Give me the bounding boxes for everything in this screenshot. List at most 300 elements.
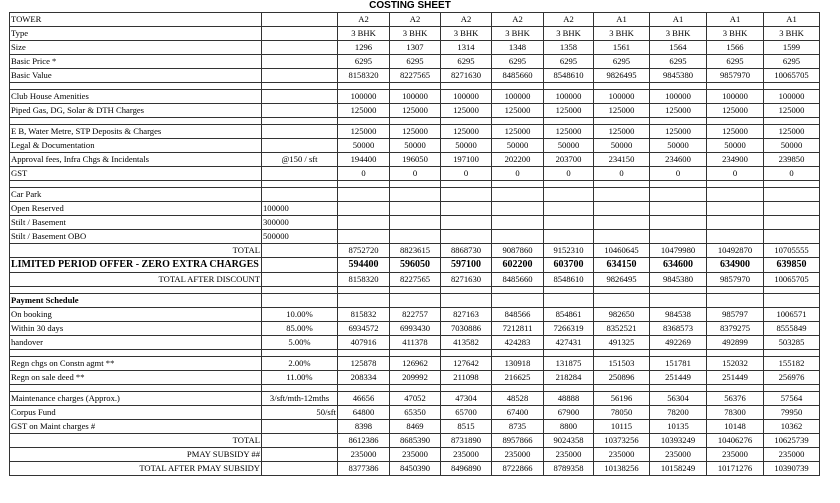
empty-cell <box>10 287 262 294</box>
row-within-30 <box>10 322 820 336</box>
regn-constn-value: 126962 <box>390 357 441 371</box>
maintenance-value: 56196 <box>594 392 650 406</box>
approval-label: Approval fees, Infra Chgs & Incidentals <box>10 153 262 167</box>
row-gst <box>10 167 820 181</box>
row-piped-gas <box>10 104 820 118</box>
regn-sale-note: 11.00% <box>262 371 338 385</box>
empty-cell <box>338 118 390 125</box>
empty-cell <box>594 118 650 125</box>
club-house-value: 100000 <box>650 90 707 104</box>
handover-value: 491325 <box>594 336 650 350</box>
empty-cell <box>10 118 262 125</box>
legal-value: 50000 <box>390 139 441 153</box>
empty-cell <box>492 350 544 357</box>
spacer-row <box>10 181 820 188</box>
gst-maint-value: 10362 <box>764 420 820 434</box>
pmay-value: 235000 <box>764 448 820 462</box>
empty-cell <box>338 287 390 294</box>
empty-cell <box>707 287 764 294</box>
stilt-obo-label: Stilt / Basement OBO <box>10 230 262 244</box>
legal-value: 50000 <box>650 139 707 153</box>
total-value: 10460645 <box>594 244 650 258</box>
maintenance-value: 56376 <box>707 392 764 406</box>
empty-cell <box>492 202 544 216</box>
handover-value: 492269 <box>650 336 707 350</box>
pmay-label: PMAY SUBSIDY ## <box>10 448 262 462</box>
basic-value-value: 8271630 <box>441 69 492 83</box>
gst-value: 0 <box>650 167 707 181</box>
total-after-discount-value: 8271630 <box>441 273 492 287</box>
piped-gas-value: 125000 <box>707 104 764 118</box>
club-house-value: 100000 <box>441 90 492 104</box>
basic-value-value: 8227565 <box>390 69 441 83</box>
empty-cell <box>262 273 338 287</box>
approval-value: 234150 <box>594 153 650 167</box>
empty-cell <box>338 216 390 230</box>
corpus-value: 65700 <box>441 406 492 420</box>
size-value: 1296 <box>338 41 390 55</box>
tower-value: A1 <box>594 13 650 27</box>
regn-sale-value: 251449 <box>707 371 764 385</box>
gst-value: 0 <box>764 167 820 181</box>
tower-value: A1 <box>650 13 707 27</box>
empty-cell <box>390 350 441 357</box>
basic-price-value: 6295 <box>441 55 492 69</box>
empty-cell <box>594 202 650 216</box>
empty-cell <box>650 188 707 202</box>
spacer-row <box>10 118 820 125</box>
within-30-value: 8368573 <box>650 322 707 336</box>
empty-cell <box>262 244 338 258</box>
empty-cell <box>441 216 492 230</box>
handover-value: 411378 <box>390 336 441 350</box>
eb-water-value: 125000 <box>707 125 764 139</box>
type-value: 3 BHK <box>707 27 764 41</box>
empty-cell <box>262 90 338 104</box>
empty-cell <box>764 350 820 357</box>
empty-cell <box>441 118 492 125</box>
empty-cell <box>262 350 338 357</box>
offer-value: 602200 <box>492 258 544 273</box>
total-after-discount-value: 8158320 <box>338 273 390 287</box>
row-type <box>10 27 820 41</box>
handover-label: handover <box>10 336 262 350</box>
after-pmay-value: 8450390 <box>390 462 441 476</box>
empty-cell <box>338 202 390 216</box>
empty-cell <box>262 420 338 434</box>
within-30-value: 8379275 <box>707 322 764 336</box>
tower-value: A2 <box>544 13 594 27</box>
empty-cell <box>764 216 820 230</box>
approval-value: 234600 <box>650 153 707 167</box>
total-after-discount-value: 9826495 <box>594 273 650 287</box>
eb-water-value: 125000 <box>492 125 544 139</box>
on-booking-value: 985797 <box>707 308 764 322</box>
empty-cell <box>764 230 820 244</box>
empty-cell <box>544 118 594 125</box>
type-value: 3 BHK <box>338 27 390 41</box>
gst-maint-value: 8515 <box>441 420 492 434</box>
club-house-value: 100000 <box>492 90 544 104</box>
row-regn-constn <box>10 357 820 371</box>
empty-cell <box>262 27 338 41</box>
empty-cell <box>650 202 707 216</box>
empty-cell <box>441 287 492 294</box>
row-legal <box>10 139 820 153</box>
on-booking-value: 822757 <box>390 308 441 322</box>
empty-cell <box>707 181 764 188</box>
empty-cell <box>390 202 441 216</box>
empty-cell <box>594 188 650 202</box>
club-house-value: 100000 <box>764 90 820 104</box>
row-tower <box>10 13 820 27</box>
gst-maint-value: 8469 <box>390 420 441 434</box>
offer-value: 596050 <box>390 258 441 273</box>
empty-cell <box>441 230 492 244</box>
gst-value: 0 <box>441 167 492 181</box>
empty-cell <box>544 216 594 230</box>
tower-value: A2 <box>390 13 441 27</box>
row-club-house <box>10 90 820 104</box>
row-total-after-discount <box>10 273 820 287</box>
empty-cell <box>594 287 650 294</box>
type-value: 3 BHK <box>492 27 544 41</box>
empty-cell <box>262 181 338 188</box>
empty-cell <box>338 294 390 308</box>
approval-value: 202200 <box>492 153 544 167</box>
approval-value: 194400 <box>338 153 390 167</box>
empty-cell <box>544 350 594 357</box>
basic-price-value: 6295 <box>544 55 594 69</box>
empty-cell <box>390 181 441 188</box>
eb-water-value: 125000 <box>390 125 441 139</box>
empty-cell <box>707 216 764 230</box>
row-maintenance <box>10 392 820 406</box>
regn-constn-value: 151503 <box>594 357 650 371</box>
within-30-value: 7266319 <box>544 322 594 336</box>
tower-value: A2 <box>338 13 390 27</box>
maintenance-value: 48528 <box>492 392 544 406</box>
gst-maint-value: 8800 <box>544 420 594 434</box>
piped-gas-value: 125000 <box>650 104 707 118</box>
stilt-obo-note: 500000 <box>262 230 338 244</box>
corpus-value: 78200 <box>650 406 707 420</box>
empty-cell <box>707 118 764 125</box>
empty-cell <box>764 118 820 125</box>
row-stilt-basement <box>10 216 820 230</box>
empty-cell <box>707 350 764 357</box>
gst-maint-value: 8398 <box>338 420 390 434</box>
empty-cell <box>441 181 492 188</box>
total2-value: 8957866 <box>492 434 544 448</box>
club-house-value: 100000 <box>390 90 441 104</box>
empty-cell <box>262 385 338 392</box>
basic-value-value: 9857970 <box>707 69 764 83</box>
basic-value-value: 8485660 <box>492 69 544 83</box>
pmay-value: 235000 <box>707 448 764 462</box>
after-pmay-value: 10138256 <box>594 462 650 476</box>
total-value: 10492870 <box>707 244 764 258</box>
offer-value: 594400 <box>338 258 390 273</box>
type-value: 3 BHK <box>650 27 707 41</box>
empty-cell <box>544 188 594 202</box>
row-stilt-obo <box>10 230 820 244</box>
empty-cell <box>441 350 492 357</box>
club-house-value: 100000 <box>544 90 594 104</box>
eb-water-value: 125000 <box>594 125 650 139</box>
row-corpus <box>10 406 820 420</box>
total2-value: 8612386 <box>338 434 390 448</box>
empty-cell <box>338 230 390 244</box>
corpus-label: Corpus Fund <box>10 406 262 420</box>
basic-price-label: Basic Price * <box>10 55 262 69</box>
empty-cell <box>262 139 338 153</box>
legal-value: 50000 <box>441 139 492 153</box>
basic-price-value: 6295 <box>707 55 764 69</box>
pmay-value: 235000 <box>390 448 441 462</box>
empty-cell <box>390 230 441 244</box>
gst-value: 0 <box>707 167 764 181</box>
maintenance-value: 56304 <box>650 392 707 406</box>
row-on-booking <box>10 308 820 322</box>
total2-value: 10625739 <box>764 434 820 448</box>
approval-value: 197100 <box>441 153 492 167</box>
empty-cell <box>492 118 544 125</box>
on-booking-value: 827163 <box>441 308 492 322</box>
club-house-label: Club House Amenities <box>10 90 262 104</box>
gst-value: 0 <box>390 167 441 181</box>
empty-cell <box>262 258 338 273</box>
regn-constn-value: 155182 <box>764 357 820 371</box>
total-after-discount-value: 9845380 <box>650 273 707 287</box>
empty-cell <box>10 350 262 357</box>
basic-value-value: 8158320 <box>338 69 390 83</box>
empty-cell <box>544 287 594 294</box>
spacer-row <box>10 83 820 90</box>
corpus-value: 67400 <box>492 406 544 420</box>
empty-cell <box>262 188 338 202</box>
club-house-value: 100000 <box>594 90 650 104</box>
regn-sale-value: 218284 <box>544 371 594 385</box>
basic-value-value: 9845380 <box>650 69 707 83</box>
car-park-label: Car Park <box>10 188 262 202</box>
legal-value: 50000 <box>492 139 544 153</box>
total2-value: 10406276 <box>707 434 764 448</box>
row-car-park <box>10 188 820 202</box>
offer-value: 639850 <box>764 258 820 273</box>
empty-cell <box>650 181 707 188</box>
handover-value: 492899 <box>707 336 764 350</box>
row-total <box>10 244 820 258</box>
row-after-pmay <box>10 462 820 476</box>
empty-cell <box>390 385 441 392</box>
empty-cell <box>707 230 764 244</box>
empty-cell <box>707 188 764 202</box>
empty-cell <box>764 83 820 90</box>
pmay-value: 235000 <box>338 448 390 462</box>
empty-cell <box>262 462 338 476</box>
corpus-value: 65350 <box>390 406 441 420</box>
empty-cell <box>650 230 707 244</box>
empty-cell <box>390 83 441 90</box>
stilt-basement-label: Stilt / Basement <box>10 216 262 230</box>
empty-cell <box>390 188 441 202</box>
empty-cell <box>650 118 707 125</box>
row-basic-value <box>10 69 820 83</box>
total2-value: 8685390 <box>390 434 441 448</box>
empty-cell <box>764 181 820 188</box>
empty-cell <box>764 287 820 294</box>
type-value: 3 BHK <box>544 27 594 41</box>
eb-water-value: 125000 <box>764 125 820 139</box>
within-30-note: 85.00% <box>262 322 338 336</box>
empty-cell <box>262 83 338 90</box>
row-regn-sale <box>10 371 820 385</box>
handover-note: 5.00% <box>262 336 338 350</box>
regn-sale-label: Regn on sale deed ** <box>10 371 262 385</box>
spacer-row <box>10 350 820 357</box>
corpus-value: 78300 <box>707 406 764 420</box>
costing-table <box>9 12 820 476</box>
empty-cell <box>262 125 338 139</box>
on-booking-value: 815832 <box>338 308 390 322</box>
empty-cell <box>262 13 338 27</box>
type-value: 3 BHK <box>594 27 650 41</box>
empty-cell <box>544 181 594 188</box>
empty-cell <box>544 83 594 90</box>
empty-cell <box>262 448 338 462</box>
total-value: 9087860 <box>492 244 544 258</box>
maintenance-value: 48888 <box>544 392 594 406</box>
empty-cell <box>262 434 338 448</box>
after-pmay-value: 10171276 <box>707 462 764 476</box>
regn-constn-value: 130918 <box>492 357 544 371</box>
empty-cell <box>441 385 492 392</box>
on-booking-note: 10.00% <box>262 308 338 322</box>
piped-gas-value: 125000 <box>594 104 650 118</box>
empty-cell <box>764 202 820 216</box>
empty-cell <box>544 230 594 244</box>
empty-cell <box>650 216 707 230</box>
within-30-value: 7212811 <box>492 322 544 336</box>
total-after-discount-label: TOTAL AFTER DISCOUNT <box>10 273 262 287</box>
pmay-value: 235000 <box>492 448 544 462</box>
type-value: 3 BHK <box>764 27 820 41</box>
piped-gas-value: 125000 <box>492 104 544 118</box>
gst-value: 0 <box>544 167 594 181</box>
after-pmay-value: 8377386 <box>338 462 390 476</box>
empty-cell <box>594 181 650 188</box>
empty-cell <box>764 385 820 392</box>
piped-gas-label: Piped Gas, DG, Solar & DTH Charges <box>10 104 262 118</box>
within-30-value: 8352521 <box>594 322 650 336</box>
open-reserved-note: 100000 <box>262 202 338 216</box>
after-pmay-value: 10158249 <box>650 462 707 476</box>
regn-constn-value: 152032 <box>707 357 764 371</box>
gst-maint-value: 10148 <box>707 420 764 434</box>
basic-value-label: Basic Value <box>10 69 262 83</box>
empty-cell <box>594 294 650 308</box>
handover-value: 407916 <box>338 336 390 350</box>
gst-maint-value: 10115 <box>594 420 650 434</box>
maintenance-note: 3/sft/mth-12mths <box>262 392 338 406</box>
empty-cell <box>441 294 492 308</box>
gst-value: 0 <box>594 167 650 181</box>
approval-value: 203700 <box>544 153 594 167</box>
size-value: 1314 <box>441 41 492 55</box>
empty-cell <box>650 385 707 392</box>
row-size <box>10 41 820 55</box>
regn-sale-value: 211098 <box>441 371 492 385</box>
empty-cell <box>594 385 650 392</box>
total-value: 10479980 <box>650 244 707 258</box>
empty-cell <box>338 83 390 90</box>
type-label: Type <box>10 27 262 41</box>
piped-gas-value: 125000 <box>338 104 390 118</box>
empty-cell <box>764 188 820 202</box>
after-pmay-label: TOTAL AFTER PMAY SUBSIDY <box>10 462 262 476</box>
empty-cell <box>492 385 544 392</box>
approval-value: 239850 <box>764 153 820 167</box>
empty-cell <box>262 167 338 181</box>
basic-value-value: 8548610 <box>544 69 594 83</box>
empty-cell <box>594 350 650 357</box>
total-after-discount-value: 8485660 <box>492 273 544 287</box>
legal-label: Legal & Documentation <box>10 139 262 153</box>
basic-price-value: 6295 <box>338 55 390 69</box>
basic-value-value: 9826495 <box>594 69 650 83</box>
row-gst-maint <box>10 420 820 434</box>
legal-value: 50000 <box>594 139 650 153</box>
empty-cell <box>544 294 594 308</box>
row-eb-water <box>10 125 820 139</box>
corpus-value: 67900 <box>544 406 594 420</box>
gst-value: 0 <box>492 167 544 181</box>
maintenance-value: 47052 <box>390 392 441 406</box>
on-booking-label: On booking <box>10 308 262 322</box>
offer-value: 603700 <box>544 258 594 273</box>
stilt-basement-note: 300000 <box>262 216 338 230</box>
total-value: 8823615 <box>390 244 441 258</box>
total-value: 8752720 <box>338 244 390 258</box>
basic-value-value: 10065705 <box>764 69 820 83</box>
empty-cell <box>492 230 544 244</box>
row-payment-schedule <box>10 294 820 308</box>
handover-value: 503285 <box>764 336 820 350</box>
regn-sale-value: 208334 <box>338 371 390 385</box>
tower-label: TOWER <box>10 13 262 27</box>
total2-value: 10393249 <box>650 434 707 448</box>
regn-sale-value: 251449 <box>650 371 707 385</box>
empty-cell <box>492 294 544 308</box>
maintenance-label: Maintenance charges (Approx.) <box>10 392 262 406</box>
spacer-row <box>10 287 820 294</box>
empty-cell <box>650 350 707 357</box>
tower-value: A2 <box>441 13 492 27</box>
after-pmay-value: 8496890 <box>441 462 492 476</box>
maintenance-value: 46656 <box>338 392 390 406</box>
pmay-value: 235000 <box>544 448 594 462</box>
after-pmay-value: 8722866 <box>492 462 544 476</box>
offer-value: 634150 <box>594 258 650 273</box>
pmay-value: 235000 <box>650 448 707 462</box>
empty-cell <box>650 287 707 294</box>
empty-cell <box>10 181 262 188</box>
empty-cell <box>650 294 707 308</box>
empty-cell <box>594 216 650 230</box>
size-value: 1358 <box>544 41 594 55</box>
size-value: 1348 <box>492 41 544 55</box>
